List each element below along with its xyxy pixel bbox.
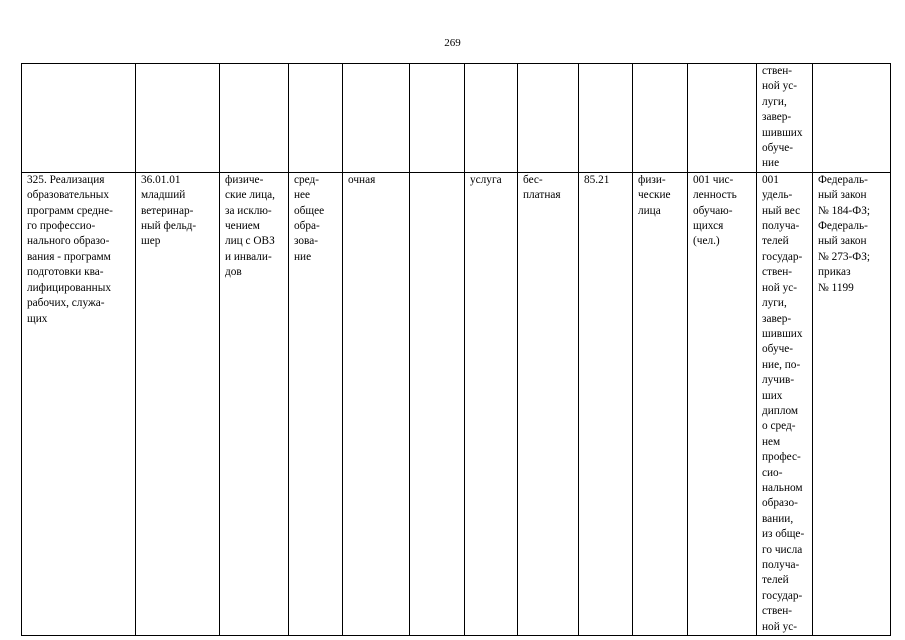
cell-category: физи- ческие лица <box>633 172 688 635</box>
cell-empty <box>410 172 465 635</box>
cell-payment: бес- платная <box>518 172 579 635</box>
cell-okved <box>579 64 633 173</box>
cell-consumers <box>220 64 289 173</box>
cell-payment <box>518 64 579 173</box>
cell-type: услуга <box>465 172 518 635</box>
services-table <box>21 63 891 636</box>
cell-consumers: физиче- ские лица, за исклю- чением лиц с ОВЗ и инвали- дов <box>220 172 289 635</box>
cell-quality-indicator: ствен- ной ус- луги, завер- шивших обуче- ние <box>757 64 813 173</box>
table-row-325 <box>22 172 891 635</box>
cell-quality-indicator: 001 удель- ный вес получа- телей государ- ствен- ной ус- луги, завер- шивших обуче- ние, по- лучив- ших диплом о сред- нем профес- сио- нальном образо- вании, из обще- го числа получа- телей государ- ствен- ной ус- <box>757 172 813 635</box>
cell-okved: 85.21 <box>579 172 633 635</box>
cell-empty <box>410 64 465 173</box>
cell-category <box>633 64 688 173</box>
cell-legal-basis: Федераль- ный закон № 184-ФЗ; Федераль- ный закон № 273-ФЗ; приказ № 1199 <box>813 172 891 635</box>
cell-education-level: сред- нее общее обра- зова- ние <box>289 172 343 635</box>
cell-form: очная <box>343 172 410 635</box>
page-number: 269 <box>444 37 461 49</box>
cell-form <box>343 64 410 173</box>
cell-type <box>465 64 518 173</box>
cell-volume-indicator: 001 чис- ленность обучаю- щихся (чел.) <box>688 172 757 635</box>
cell-legal-basis <box>813 64 891 173</box>
table-row-continuation <box>22 64 891 173</box>
cell-education-level <box>289 64 343 173</box>
cell-service-name <box>22 64 136 173</box>
cell-volume-indicator <box>688 64 757 173</box>
cell-specialty: 36.01.01 младший ветеринар- ный фельд- шер <box>136 172 220 635</box>
cell-specialty <box>136 64 220 173</box>
cell-service-name: 325. Реализация образовательных программ средне- го профессио- нального образо- вания - программ подготовки ква- лифицированных рабочих, служа- щих <box>22 172 136 635</box>
